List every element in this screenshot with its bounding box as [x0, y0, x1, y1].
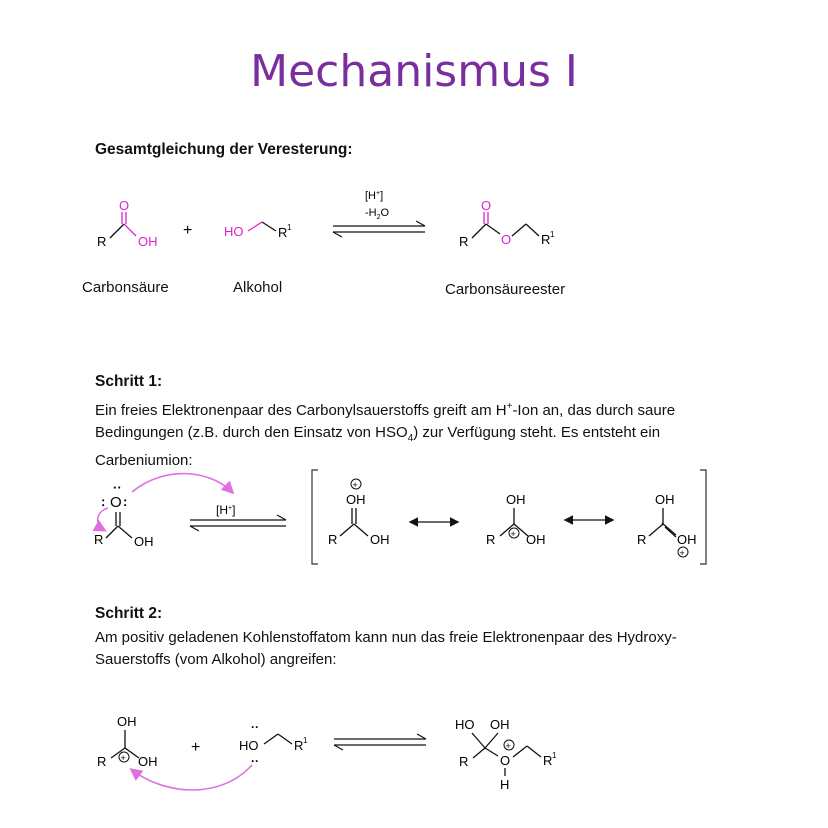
label-ester: Carbonsäureester [445, 281, 566, 298]
atom-r: R [97, 234, 107, 249]
atom-r1: R [541, 232, 551, 247]
atom-r: R [328, 532, 338, 547]
plus-sign: + [191, 739, 201, 756]
right-bracket [700, 470, 706, 564]
svg-text:+: + [679, 548, 685, 558]
step1-equilibrium-arrow [190, 503, 286, 531]
step2-heading: Schritt 2: [95, 605, 163, 622]
step2-description: Am positiv geladenen Kohlenstoffatom kann nun das freie Elektronenpaar des Hydroxy- Sauerstoffs (vom Alkohol) angreifen: [95, 629, 677, 668]
atom-o: O [481, 198, 492, 213]
equilibrium-arrow [333, 190, 425, 237]
atom-o: O [501, 232, 512, 247]
left-bracket [312, 470, 318, 564]
atom-r1-index: 1 [287, 223, 292, 232]
catalyst-label: [H+] [216, 503, 236, 517]
atom-r1: R [543, 753, 553, 768]
atom-r: R [459, 234, 469, 249]
atom-r: R [97, 754, 107, 769]
carboxylic-acid-structure [97, 198, 158, 249]
resonance-structure-1 [328, 479, 390, 547]
step1-reactant [94, 474, 232, 549]
step2-product [455, 717, 557, 792]
atom-r1-index: 1 [550, 230, 555, 239]
svg-text:+: + [510, 529, 516, 539]
atom-oh: OH [526, 532, 546, 547]
atom-ho: HO [224, 224, 244, 239]
atom-r: R [486, 532, 496, 547]
label-carboxylic-acid: Carbonsäure [82, 279, 169, 296]
atom-oh: OH [117, 714, 137, 729]
atom-o: O [119, 198, 130, 213]
atom-oh: OH [506, 492, 526, 507]
atom-o: O [110, 494, 122, 511]
atom-oh: OH [490, 717, 510, 732]
atom-h: H [500, 777, 510, 792]
atom-oh: OH [134, 534, 154, 549]
atom-r1: R [294, 738, 304, 753]
step1-heading: Schritt 1: [95, 373, 163, 390]
atom-ho: HO [455, 717, 475, 732]
atom-oh: OH [370, 532, 390, 547]
svg-text:··: ·· [113, 480, 122, 495]
resonance-structure-2 [486, 492, 546, 547]
atom-r1: R [278, 225, 288, 240]
step2-equilibrium-arrow [334, 734, 426, 750]
step2-alcohol [132, 720, 308, 790]
atom-ho: HO [239, 738, 259, 753]
atom-oh: OH [138, 754, 158, 769]
step2-carbenium [97, 714, 158, 769]
ester-structure [459, 198, 555, 249]
svg-text::: : [101, 494, 106, 509]
atom-r: R [637, 532, 647, 547]
atom-oh: OH [346, 492, 366, 507]
atom-r1-index: 1 [303, 736, 308, 745]
label-alcohol: Alkohol [233, 279, 283, 296]
atom-o: O [500, 753, 511, 768]
svg-text::: : [123, 494, 128, 509]
svg-text:+: + [505, 741, 511, 751]
atom-oh: OH [655, 492, 675, 507]
plus-sign: + [183, 222, 193, 239]
step1-description: Ein freies Elektronenpaar des Carbonylsauerstoffs greift am H+-Ion an, das durch saure Bedingungen (z.B. durch den Einsatz von $HSO_4$) zur Verfügung steht. Es entsteht ein Carbeniumion: [95, 401, 676, 469]
resonance-structure-3 [637, 492, 697, 558]
svg-text:··: ·· [251, 720, 259, 734]
atom-oh: OH [677, 532, 697, 547]
alcohol-structure [224, 222, 292, 240]
atom-r1-index: 1 [552, 751, 557, 760]
water-label: $-H_2O$ [365, 207, 390, 221]
svg-text:+: + [120, 753, 126, 763]
atom-r: R [94, 532, 104, 547]
svg-text:+: + [352, 480, 358, 490]
atom-r: R [459, 754, 469, 769]
page-title: Mechanismus I [250, 46, 578, 97]
atom-oh: OH [138, 234, 158, 249]
section-heading-overall-equation: Gesamtgleichung der Veresterung: [95, 141, 353, 158]
svg-text:··: ·· [251, 754, 259, 768]
catalyst-label: [H+] [365, 190, 384, 202]
